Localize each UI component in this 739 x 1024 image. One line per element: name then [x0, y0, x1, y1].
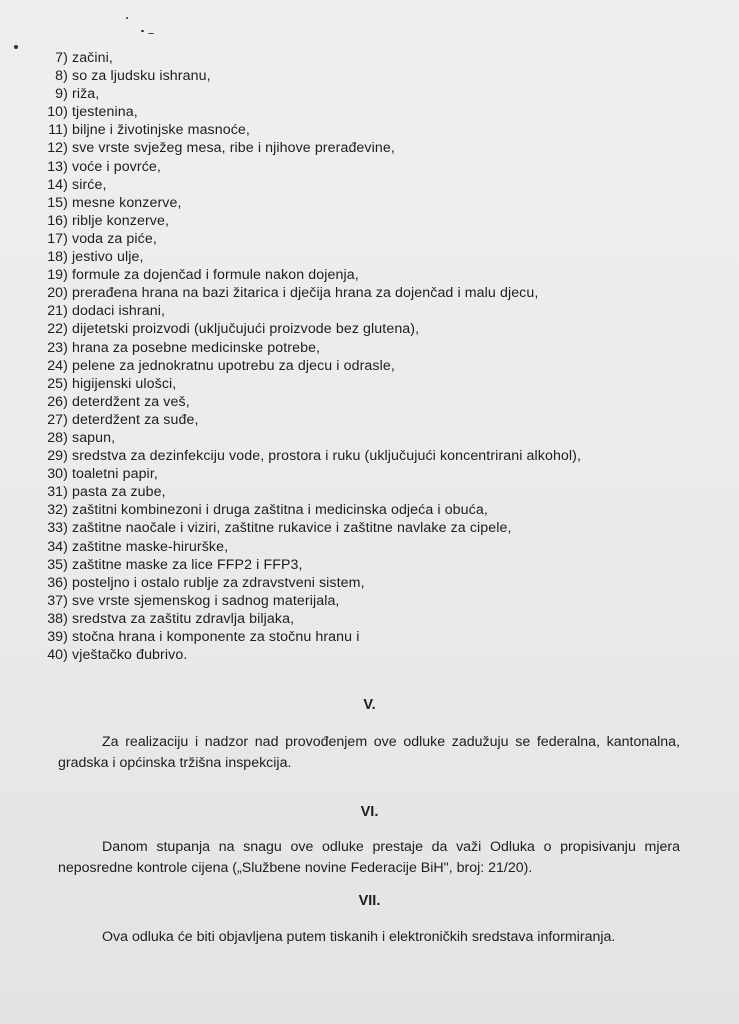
list-item-text: vještačko đubrivo. [72, 647, 188, 664]
list-item-number: 37) [47, 592, 68, 609]
list-item-text: toaletni papir, [72, 466, 158, 483]
list-item [38, 556, 718, 574]
scan-speck [126, 17, 128, 19]
list-item-text: sve vrste sjemenskog i sadnog materijala, [72, 592, 340, 609]
list-item-number: 10) [47, 104, 68, 121]
section-vii-heading: VII. [358, 893, 381, 909]
list-item-number: 16) [47, 212, 68, 229]
list-item [38, 447, 718, 465]
numbered-list [38, 49, 718, 664]
list-item-text: prerađena hrana na bazi žitarica i dječija hrana za dojenčad i malu djecu, [72, 285, 539, 302]
list-item [38, 158, 718, 176]
list-item [38, 592, 718, 610]
section-vii-text: Ova odluka će biti objavljena putem tiskanih i elektroničkih sredstava informiranja. [102, 929, 616, 945]
list-item-number: 18) [47, 249, 68, 266]
list-item-number: 29) [47, 448, 68, 465]
list-item [38, 49, 718, 67]
list-item [38, 538, 718, 556]
list-item-text: voće i povrće, [72, 158, 161, 175]
list-item-number: 38) [47, 610, 68, 627]
list-item-text: higijenski ulošci, [72, 375, 177, 392]
list-item [38, 393, 718, 411]
section-vi-text: Danom stupanja na snagu ove odluke prestaje da važi Odluka o propisivanju mjera neposredne kontrole cijena („Službene novine Federacije BiH", broj: 21/20). [58, 839, 680, 876]
list-item-text: tjestenina, [72, 104, 138, 121]
list-item-text: sredstva za dezinfekciju vode, prostora i ruku (uključujući koncentrirani alkohol), [72, 448, 582, 465]
list-item [38, 266, 718, 284]
list-item [38, 574, 718, 592]
list-item [38, 248, 718, 266]
scan-speck [14, 45, 18, 49]
list-item-text: stočna hrana i komponente za stočnu hranu i [72, 629, 360, 645]
list-item-number: 26) [47, 393, 68, 410]
list-item-number: 33) [47, 520, 68, 537]
list-item [38, 628, 718, 646]
list-item [38, 501, 718, 519]
list-item-text: zaštitne maske za lice FFP2 i FFP3, [72, 556, 303, 573]
list-item-number: 15) [47, 194, 68, 211]
list-item [38, 339, 718, 357]
list-item [38, 465, 718, 483]
list-item-text: dodaci ishrani, [72, 303, 165, 320]
list-item [38, 176, 718, 194]
list-item-number: 9) [55, 86, 68, 103]
list-item [38, 357, 718, 375]
list-item-number: 34) [47, 538, 68, 555]
list-item-number: 22) [47, 321, 68, 338]
list-item [38, 230, 718, 248]
list-item-number: 11) [48, 122, 68, 139]
list-item [38, 85, 718, 103]
list-item-number: 31) [47, 484, 68, 501]
list-item-text: začini, [72, 50, 113, 66]
list-item-text: jestivo ulje, [72, 249, 144, 266]
list-item-text: voda za piće, [72, 230, 157, 247]
list-item-text: so za ljudsku ishranu, [72, 68, 211, 85]
list-item-number: 36) [47, 574, 68, 591]
list-item-number: 8) [55, 68, 68, 85]
list-item-number: 19) [47, 267, 68, 284]
list-item [38, 610, 718, 628]
list-item-number: 28) [47, 429, 68, 446]
list-item-number: 27) [47, 411, 68, 428]
list-item-text: mesne konzerve, [72, 194, 182, 211]
list-item-text: sredstva za zaštitu zdravlja biljaka, [72, 610, 295, 627]
list-item [38, 67, 718, 85]
section-v-heading: V. [363, 697, 376, 713]
list-item [38, 121, 718, 139]
list-item-number: 25) [47, 375, 68, 392]
list-item [38, 302, 718, 320]
list-item [38, 519, 718, 537]
list-item-text: deterdžent za suđe, [72, 411, 199, 428]
list-item-number: 35) [47, 556, 68, 573]
list-item-number: 13) [47, 158, 68, 175]
list-item-number: 40) [47, 647, 68, 664]
list-item-text: formule za dojenčad i formule nakon dojenja, [72, 267, 359, 284]
list-item-text: deterdžent za veš, [72, 393, 190, 410]
list-item [38, 320, 718, 338]
list-item-number: 20) [47, 285, 68, 302]
section-vi-heading: VI. [360, 804, 379, 820]
list-item [38, 139, 718, 157]
list-item-text: zaštitni kombinezoni i druga zaštitna i medicinska odjeća i obuća, [72, 502, 488, 519]
list-item [38, 483, 718, 501]
list-item-text: zaštitne naočale i viziri, zaštitne rukavice i zaštitne navlake za cipele, [72, 520, 512, 537]
list-item-number: 17) [47, 230, 68, 247]
list-item-number: 12) [47, 140, 68, 157]
list-item [38, 212, 718, 230]
list-item-number: 30) [47, 466, 68, 483]
list-item-text: zaštitne maske-hirurške, [72, 538, 229, 555]
list-item-number: 14) [47, 176, 68, 193]
list-item [38, 375, 718, 393]
list-item-text: hrana za posebne medicinske potrebe, [72, 339, 321, 356]
list-item-text: riblje konzerve, [72, 212, 170, 229]
list-item [38, 646, 718, 664]
scan-speck [148, 33, 154, 34]
list-item-text: riža, [72, 86, 100, 103]
list-item-number: 32) [47, 502, 68, 519]
list-item-text: sapun, [72, 429, 116, 446]
list-item [38, 194, 718, 212]
list-item-text: sve vrste svježeg mesa, ribe i njihove prerađevine, [72, 140, 395, 157]
list-item [38, 284, 718, 302]
list-item-number: 7) [55, 50, 68, 66]
list-item-text: pasta za zube, [72, 484, 166, 501]
list-item-text: sirće, [72, 176, 107, 193]
list-item [38, 429, 718, 447]
list-item-text: dijetetski proizvodi (uključujući proizvode bez glutena), [72, 321, 420, 338]
list-item [38, 411, 718, 429]
list-item [38, 103, 718, 121]
list-item-number: 21) [47, 303, 68, 320]
section-v-text: Za realizaciju i nadzor nad provođenjem ove odluke zadužuju se federalna, kantonalna, gradska i općinska tržišna inspekcija. [58, 734, 680, 771]
scan-speck [141, 30, 144, 32]
list-item-text: biljne i životinjske masnoće, [72, 122, 250, 139]
list-item-text: posteljno i ostalo rublje za zdravstveni sistem, [72, 574, 365, 591]
list-item-number: 24) [47, 357, 68, 374]
list-item-number: 39) [47, 629, 68, 645]
list-item-text: pelene za jednokratnu upotrebu za djecu i odrasle, [72, 357, 395, 374]
list-item-number: 23) [47, 339, 68, 356]
